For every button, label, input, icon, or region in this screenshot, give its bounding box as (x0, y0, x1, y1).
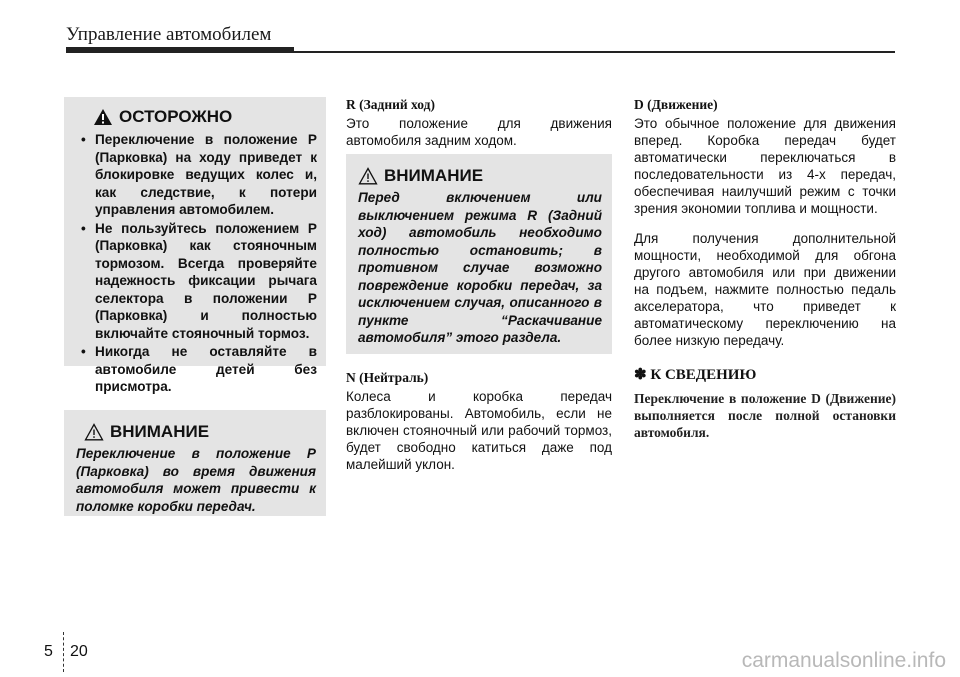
caution-item: • Переключение в положение P (Парковка) на ходу приведет к блокировке ведущих колес и, как следствие, к потери управления автомобилем. (81, 132, 317, 217)
caution-item: • Не пользуйтесь положением P (Парковка) как стояночным тормозом. Всегда проверяйте надежность фиксации рычага селектора в положении P (Парковка) и полностью включайте стояночный тормоз. (81, 220, 317, 341)
caution-item-text: Никогда не оставляйте в автомобиле детей без присмотра. (95, 344, 317, 394)
attention-title (84, 422, 316, 442)
reverse-text: Это положение для движения автомобиля задним ходом. (346, 116, 612, 148)
attention-title (358, 166, 602, 186)
drive-text-2: Для получения дополнительной мощности, необходимой для обгона другого автомобиля или при движении на подъем, нажмите полностью педаль акселератора, что приведет к автоматическому переключению на более низкую передачу. (634, 231, 896, 348)
warning-outline-icon (358, 167, 378, 185)
drive-text-1: Это обычное положение для движения вперед. Коробка передач будет автоматически переключаться в последовательности из 4-х передач, обеспечивая наилучший режим с точки зрения экономии топлива и мощности. (634, 116, 896, 216)
attention-box-left (64, 410, 326, 516)
caution-item-text: Не пользуйтесь положением P (Парковка) как стояночным тормозом. Всегда проверяйте надежность фиксации рычага селектора в положении P (Парковка) и полностью включайте стояночный тормоз. (95, 220, 317, 341)
right-column (634, 96, 896, 441)
warning-outline-icon (84, 423, 104, 441)
caution-box (64, 97, 326, 394)
warning-filled-icon (93, 108, 113, 126)
middle-column (346, 96, 612, 149)
attention-body: Переключение в положение P (Парковка) во время движения автомобиля может привести к поломке коробки передач. (76, 446, 316, 514)
attention-title-text: ВНИМАНИЕ (384, 166, 484, 185)
drive-heading: D (Движение) (634, 97, 718, 112)
caution-item: • Никогда не оставляйте в автомобиле детей без присмотра. (81, 344, 317, 394)
caution-item-text: Переключение в положение P (Парковка) на ходу приведет к блокировке ведущих колес и, как следствие, к потери управления автомобилем. (95, 132, 317, 217)
attention-box-middle (346, 154, 612, 354)
neutral-heading: N (Нейтраль) (346, 370, 429, 385)
header-rule-thin (294, 51, 895, 53)
attention-body: Перед включением или выключением режима R (Задний ход) автомобиль необходимо полностью остановить; в противном случае возможно повреждение коробки передач, за исключением случая, описанного в пункте “Раскачивание автомобиля” этого раздела. (358, 190, 602, 345)
notice-body: Переключение в положение D (Движение) выполняется после полной остановки автомобиля. (634, 391, 896, 440)
footer-page-number: 20 (70, 643, 88, 660)
footer-separator (63, 632, 64, 672)
watermark: carmanualsonline.info (741, 649, 946, 672)
caution-title (93, 107, 317, 127)
notice-heading: ✽ К СВЕДЕНИЮ (634, 367, 757, 383)
caution-title-text: ОСТОРОЖНО (119, 107, 233, 126)
header-rule-thick (66, 47, 294, 53)
footer-chapter-number: 5 (44, 643, 53, 660)
attention-title-text: ВНИМАНИЕ (110, 422, 210, 441)
neutral-text: Колеса и коробка передач разблокированы. Автомобиль, если не включен стояночный или рабочий тормоз, будет свободно катиться даже под малейший уклон. (346, 389, 612, 472)
reverse-heading: R (Задний ход) (346, 97, 435, 112)
caution-list (73, 131, 317, 396)
page-header-title: Управление автомобилем (66, 24, 272, 45)
neutral-section (346, 369, 612, 473)
